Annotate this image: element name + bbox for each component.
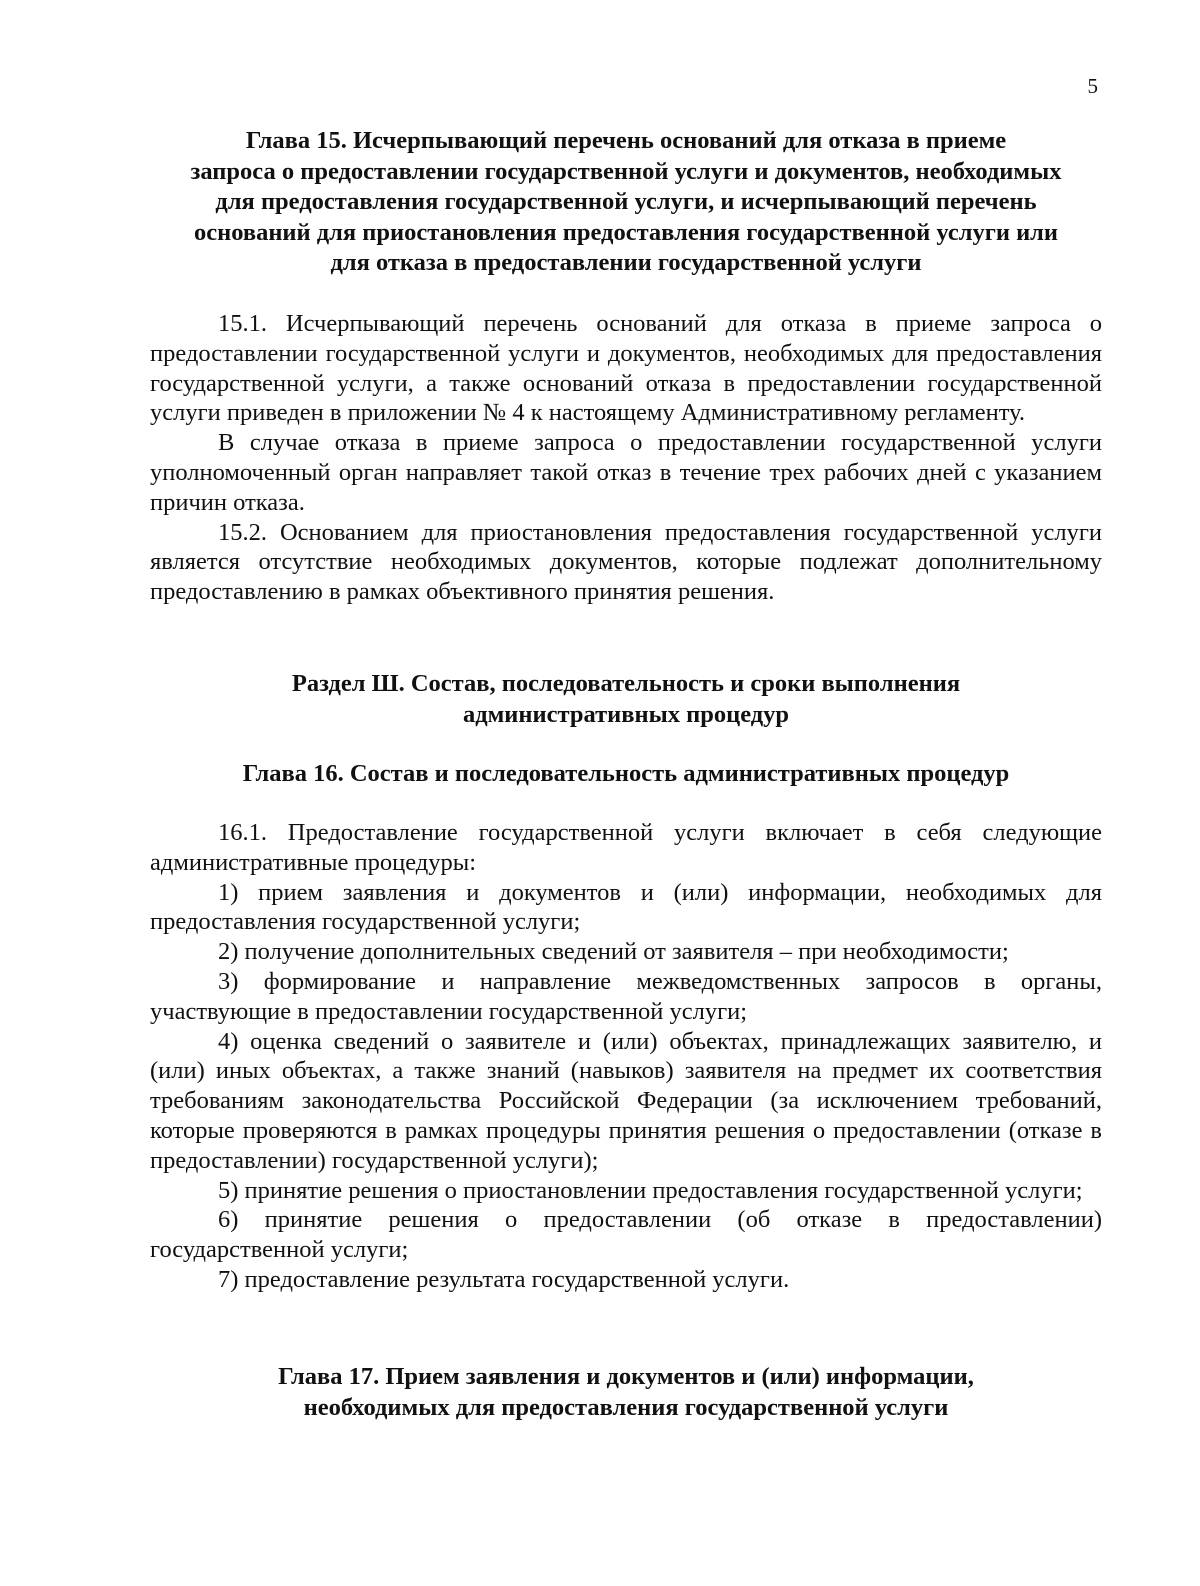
list-item-4: 4) оценка сведений о заявителе и (или) объектах, принадлежащих заявителю, и (или) иных объектах, а также знаний (навыков) заявителя на предмет их соответствия требованиям законодательства Российской Федерации (за исключением требований, которые проверяются в рамках процедуры принятия решения о предоставлении (отказе в предоставлении) государственной услуги);	[150, 1027, 1102, 1174]
paragraph-refusal-notice: В случае отказа в приеме запроса о предоставлении государственной услуги уполномоченный орган направляет такой отказ в течение трех рабочих дней с указанием причин отказа.	[150, 429, 1102, 516]
paragraph-15-2: 15.2. Основанием для приостановления предоставления государственной услуги является отсутствие необходимых документов, которые подлежат дополнительному предоставлению в рамках объективного принятия решения.	[150, 518, 1102, 606]
list-item-7: 7) предоставление результата государственной услуги.	[218, 1265, 790, 1293]
list-item-1: 1) прием заявления и документов и (или) информации, необходимых для предоставления государственной услуги;	[150, 878, 1102, 936]
heading-line: Глава 16. Состав и последовательность административных процедур	[242, 760, 1010, 787]
chapter-15-body	[150, 309, 1102, 607]
heading-line: для отказа в предоставлении государственной услуги	[330, 249, 922, 276]
heading-line: оснований для приостановления предоставления государственной услуги или	[193, 218, 1059, 246]
heading-line: для предоставления государственной услуги, и исчерпывающий перечень	[215, 188, 1037, 215]
section-3-heading	[150, 669, 1102, 730]
chapter-15-heading	[150, 126, 1102, 279]
heading-line: Глава 15. Исчерпывающий перечень оснований для отказа в приеме	[245, 127, 1007, 154]
page-number: 5	[1087, 74, 1098, 98]
paragraph-15-1: 15.1. Исчерпывающий перечень оснований для отказа в приеме запроса о предоставлении государственной услуги и документов, необходимых для предоставления государственной услуги, а также оснований отказа в предоставлении государственной услуги приведен в приложении № 4 к настоящему Административному регламенту.	[150, 310, 1102, 427]
heading-line: Раздел Ш. Состав, последовательность и сроки выполнения	[291, 670, 961, 697]
list-item-3: 3) формирование и направление межведомственных запросов в органы, участвующие в предоставлении государственной услуги;	[150, 967, 1102, 1025]
list-item-2: 2) получение дополнительных сведений от заявителя – при необходимости;	[218, 938, 1009, 966]
heading-line: административных процедур	[462, 700, 790, 728]
paragraph-16-1: 16.1. Предоставление государственной услуги включает в себя следующие административные процедуры:	[150, 819, 1102, 876]
chapter-16-body	[150, 818, 1102, 1295]
heading-line: Глава 17. Прием заявления и документов и (или) информации,	[278, 1363, 974, 1390]
list-item-6: 6) принятие решения о предоставлении (об отказе в предоставлении) государственной услуги;	[150, 1206, 1102, 1264]
chapter-17-heading	[150, 1362, 1102, 1423]
list-item-5: 5) принятие решения о приостановлении предоставления государственной услуги;	[218, 1176, 1083, 1204]
heading-line: необходимых для предоставления государственной услуги	[303, 1393, 949, 1421]
heading-line: запроса о предоставлении государственной услуги и документов, необходимых	[190, 157, 1062, 185]
chapter-16-heading	[150, 759, 1102, 790]
